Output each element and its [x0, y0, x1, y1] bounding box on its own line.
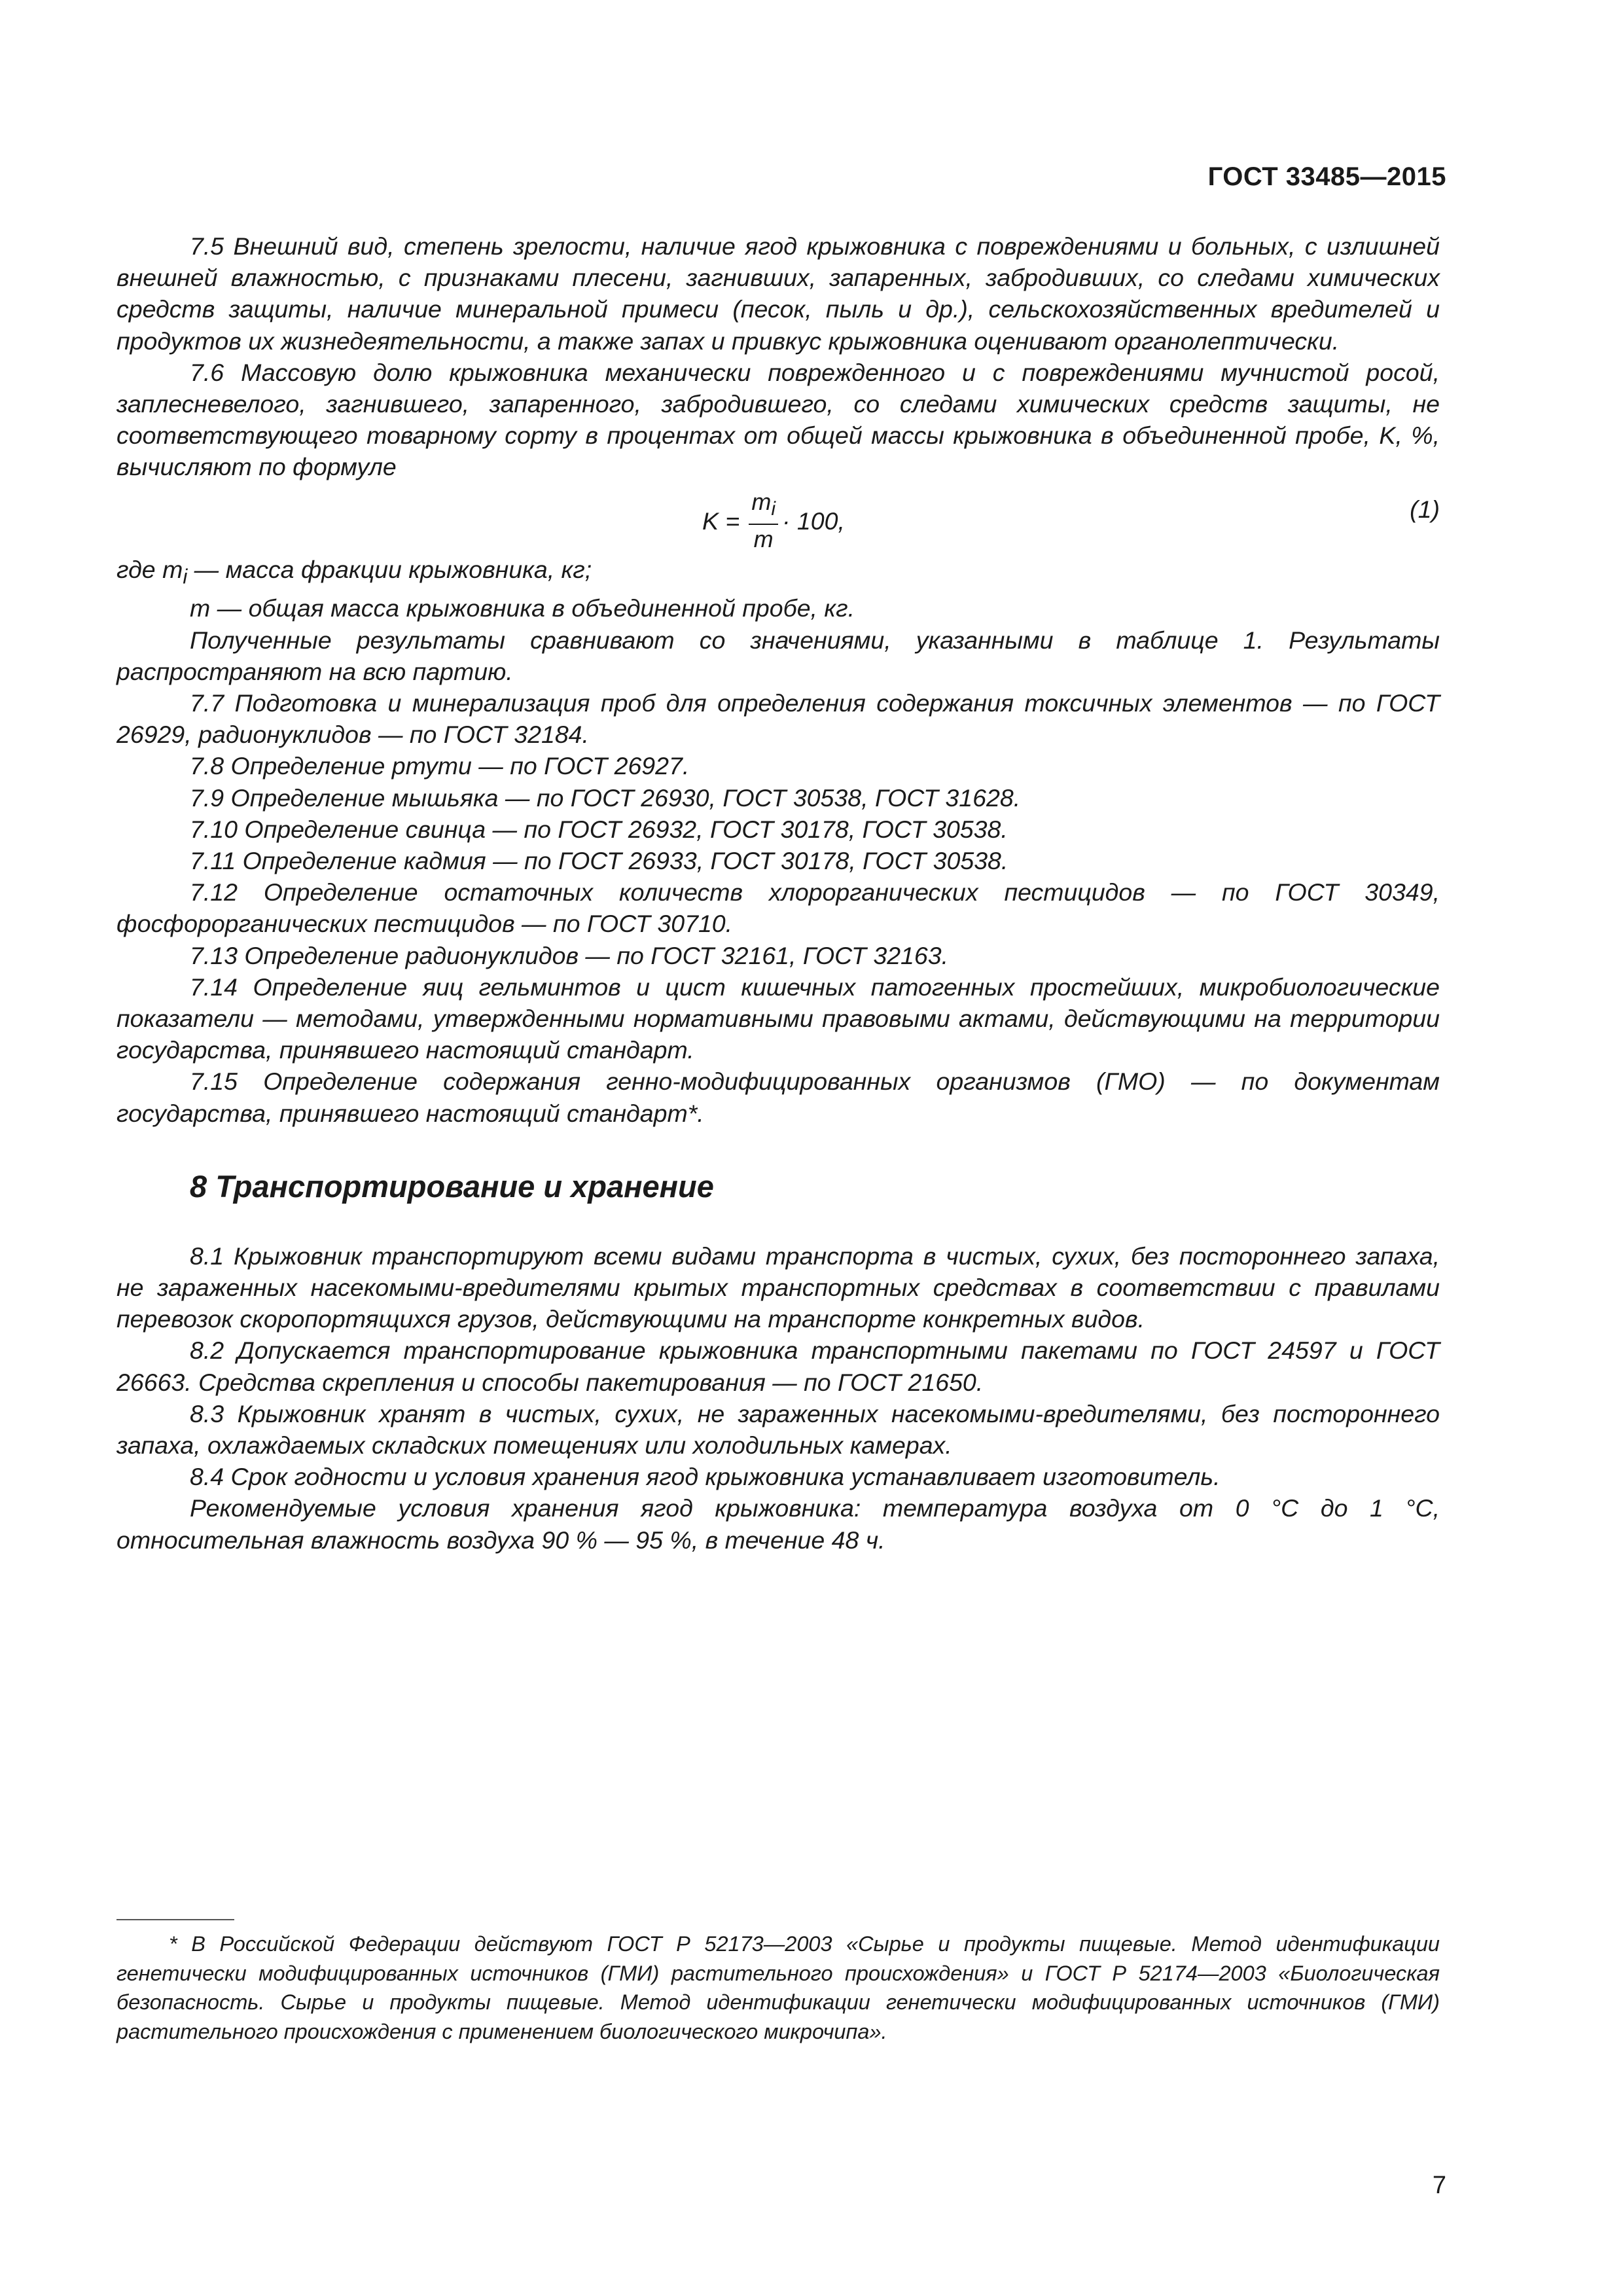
page-body	[116, 230, 1440, 1556]
paragraph-7-9: 7.9 Определение мышьяка — по ГОСТ 26930, ГОСТ 30538, ГОСТ 31628.	[190, 783, 1021, 812]
paragraph-7-5: 7.5 Внешний вид, степень зрелости, наличие ягод крыжовника с повреждениями и больных, с излишней внешней влажностью, с признаками плесени, загнивших, запаренных, забродивших, со следами химических средств защиты, наличие минеральной примеси (песок, пыль и др.), сельскохозяйственных вредителей и продуктов их жизнедеятельности, а также запах и привкус крыжовника оценивают органолептически.	[116, 232, 1440, 355]
paragraph-7-12: 7.12 Определение остаточных количеств хлорорганических пестицидов — по ГОСТ 30349, фосфорорганических пестицидов — по ГОСТ 30710.	[116, 878, 1440, 938]
paragraph-7-13: 7.13 Определение радионуклидов — по ГОСТ 32161, ГОСТ 32163.	[190, 941, 949, 969]
document-header-id: ГОСТ 33485—2015	[1207, 162, 1446, 191]
paragraph-8-1: 8.1 Крыжовник транспортируют всеми видами транспорта в чистых, сухих, без постороннего запаха, не зараженных насекомыми-вредителями крытых транспортных средствах в соответствии с правилами перевозок скоропортящихся грузов, действующими на транспорте конкретных видов.	[116, 1242, 1440, 1333]
formula-numerator: $m_i$	[749, 488, 778, 525]
formula-1	[116, 488, 1440, 554]
paragraph-7-11: 7.11 Определение кадмия — по ГОСТ 26933, ГОСТ 30178, ГОСТ 30538.	[190, 846, 1008, 874]
formula-lhs: K =	[702, 507, 740, 535]
paragraph-8-4: 8.4 Срок годности и условия хранения ягод крыжовника устанавливает изготовитель.	[190, 1463, 1221, 1491]
formula-number: (1)	[1410, 495, 1440, 523]
paragraph-7-6: 7.6 Массовую долю крыжовника механически поврежденного и с повреждениями мучнистой росой, заплесневелого, загнившего, запаренного, забродившего, со следами химических средств защиты, не соответствующего товарному сорту в процентах от общей массы крыжовника в объединенной пробе, K, %, вычисляют по формуле	[116, 358, 1440, 481]
formula-expression	[702, 488, 845, 554]
paragraph-8-3: 8.3 Крыжовник хранят в чистых, сухих, не зараженных насекомыми-вредителями, без постороннего запаха, охлаждаемых складских помещениях или холодильных камерах.	[116, 1399, 1440, 1459]
paragraph-7-14: 7.14 Определение яиц гельминтов и цист кишечных патогенных простейших, микробиологические показатели — методами, утвержденными нормативными правовыми актами, действующими на территории государства, принявшего настоящий стандарт.	[116, 973, 1440, 1064]
where-definition-1: где $m_i$ — масса фракции крыжовника, кг;	[116, 555, 592, 588]
paragraph-recommendation: Рекомендуемые условия хранения ягод крыжовника: температура воздуха от 0 °С до 1 °С, относительная влажность воздуха 90 % — 95 %, в течение 48 ч.	[116, 1494, 1440, 1554]
footnote-divider	[116, 1919, 234, 1920]
where-definition-2: m — общая масса крыжовника в объединенной пробе, кг.	[190, 594, 855, 622]
section-8-title: 8 Транспортирование и хранение	[190, 1168, 714, 1204]
paragraph-8-2: 8.2 Допускается транспортирование крыжовника транспортными пакетами по ГОСТ 24597 и ГОСТ 26663. Средства скрепления и способы пакетирования — по ГОСТ 21650.	[116, 1336, 1440, 1396]
footnote: * В Российской Федерации действуют ГОСТ Р 52173—2003 «Сырье и продукты пищевые. Метод идентификации генетически модифицированных источников (ГМИ) растительного происхождения» и ГОСТ Р 52174—2003 «Биологическая безопасность. Сырье и продукты пищевые. Метод идентификации генетически модифицированных источников (ГМИ) растительного происхождения с применением биологического микрочипа».	[116, 1932, 1440, 2043]
page-number: 7	[1432, 2172, 1446, 2199]
paragraph-7-7: 7.7 Подготовка и минерализация проб для определения содержания токсичных элементов — по ГОСТ 26929, радионуклидов — по ГОСТ 32184.	[116, 689, 1440, 749]
formula-numerator-subscript: i	[771, 498, 776, 520]
formula-rhs: · 100,	[782, 507, 845, 535]
paragraph-7-8: 7.8 Определение ртути — по ГОСТ 26927.	[190, 752, 690, 780]
formula-denominator: m	[753, 526, 774, 553]
formula-fraction	[749, 488, 778, 554]
paragraph-7-15: 7.15 Определение содержания генно-модифицированных организмов (ГМО) — по документам государства, принявшего настоящий стандарт*.	[116, 1067, 1440, 1127]
where-subscript: i	[183, 565, 188, 588]
paragraph-7-10: 7.10 Определение свинца — по ГОСТ 26932, ГОСТ 30178, ГОСТ 30538.	[190, 815, 1008, 843]
paragraph-results: Полученные результаты сравнивают со значениями, указанными в таблице 1. Результаты распространяют на всю партию.	[116, 626, 1440, 685]
